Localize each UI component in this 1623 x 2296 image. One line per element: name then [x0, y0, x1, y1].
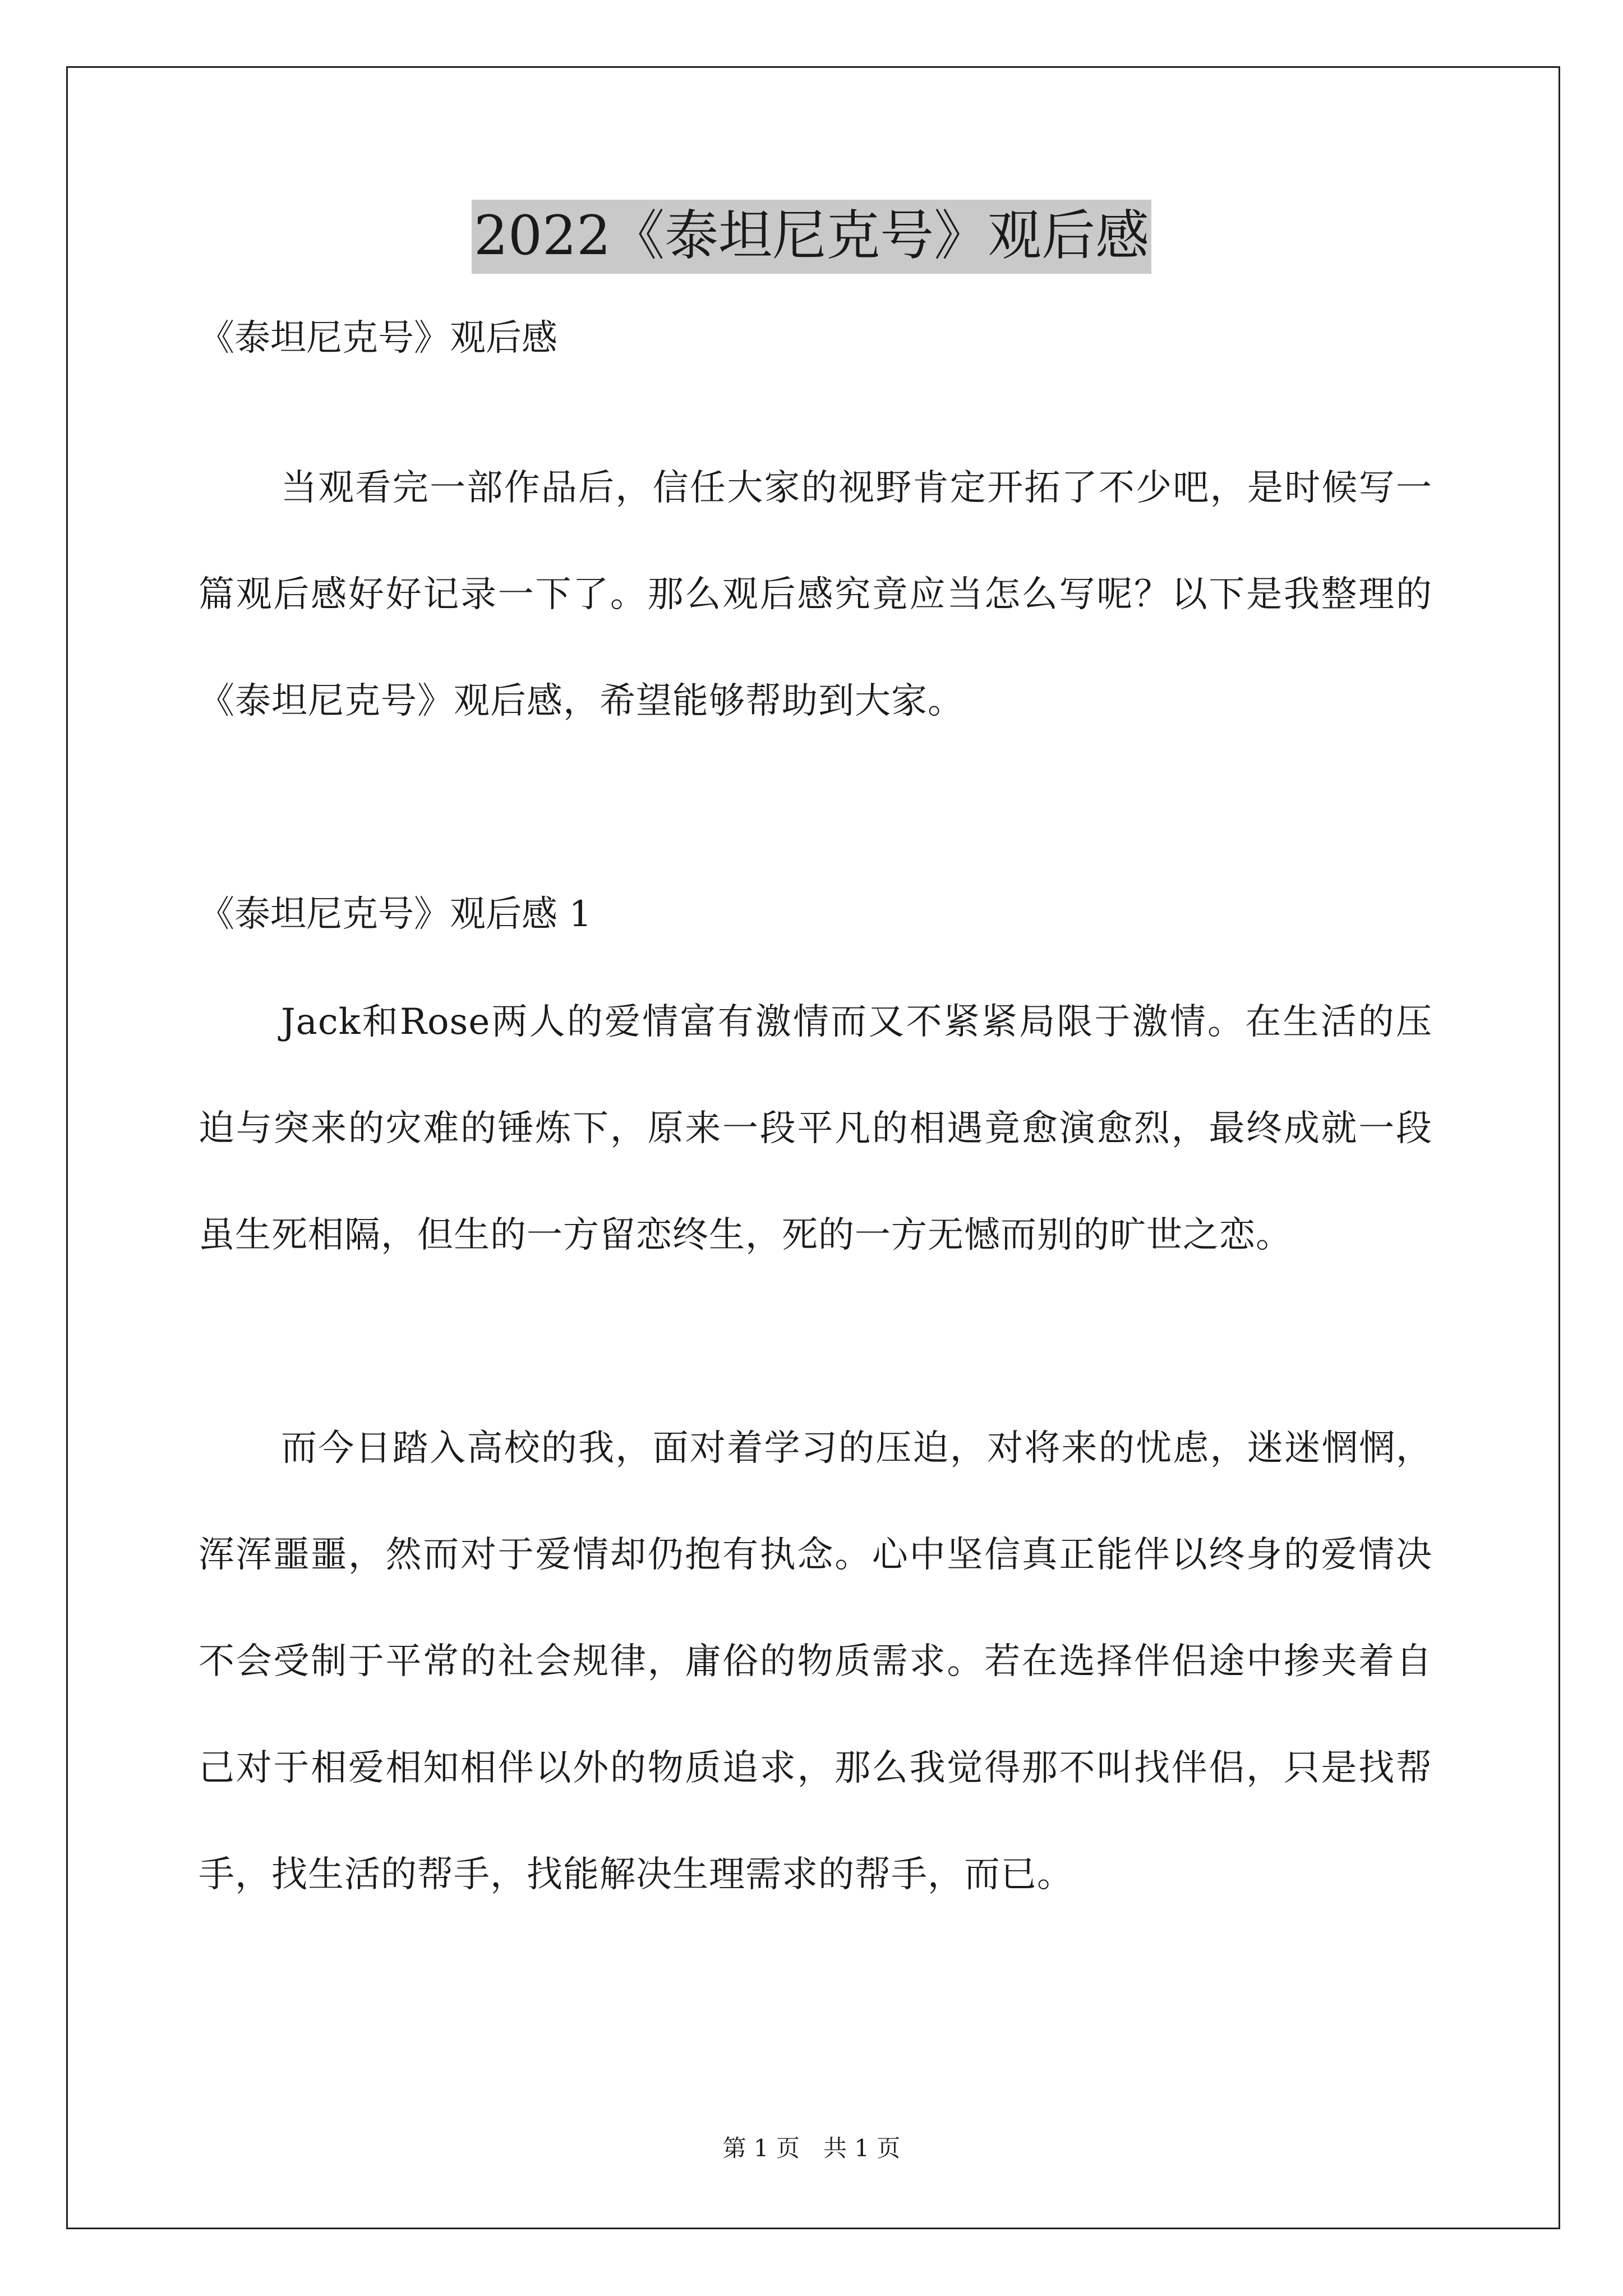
document-title-wrapper [0, 199, 1623, 272]
body-paragraph-1: Jack和Rose两人的爱情富有激情而又不紧紧局限于激情。在生活的压迫与突来的灾难的锤炼下，原来一段平凡的相遇竟愈演愈烈，最终成就一段虽生死相隔，但生的一方留恋终生，死的一方无憾而别的旷世之恋。 [199, 1001, 1432, 1256]
page-footer: 第 1 页 共 1 页 [722, 2134, 901, 2162]
section-heading-1: 《泰坦尼克号》观后感 1 [199, 894, 592, 935]
body-paragraph-2: 而今日踏入高校的我，面对着学习的压迫，对将来的忧虑，迷迷惘惘，浑浑噩噩，然而对于爱情却仍抱有执念。心中坚信真正能伴以终身的爱情决不会受制于平常的社会规律，庸俗的物质需求。若在选择伴侣途中掺夹着自己对于相爱相知相伴以外的物质追求，那么我觉得那不叫找伴侣，只是找帮手，找生活的帮手，找能解决生理需求的帮手，而已。 [199, 1428, 1432, 1895]
intro-paragraph: 当观看完一部作品后，信任大家的视野肯定开拓了不少吧，是时候写一篇观后感好好记录一下了。那么观后感究竟应当怎么写呢？以下是我整理的《泰坦尼克号》观后感，希望能够帮助到大家。 [199, 467, 1432, 722]
document-title: 2022《泰坦尼克号》观后感 [472, 200, 1151, 274]
section-heading-intro: 《泰坦尼克号》观后感 [199, 318, 557, 359]
